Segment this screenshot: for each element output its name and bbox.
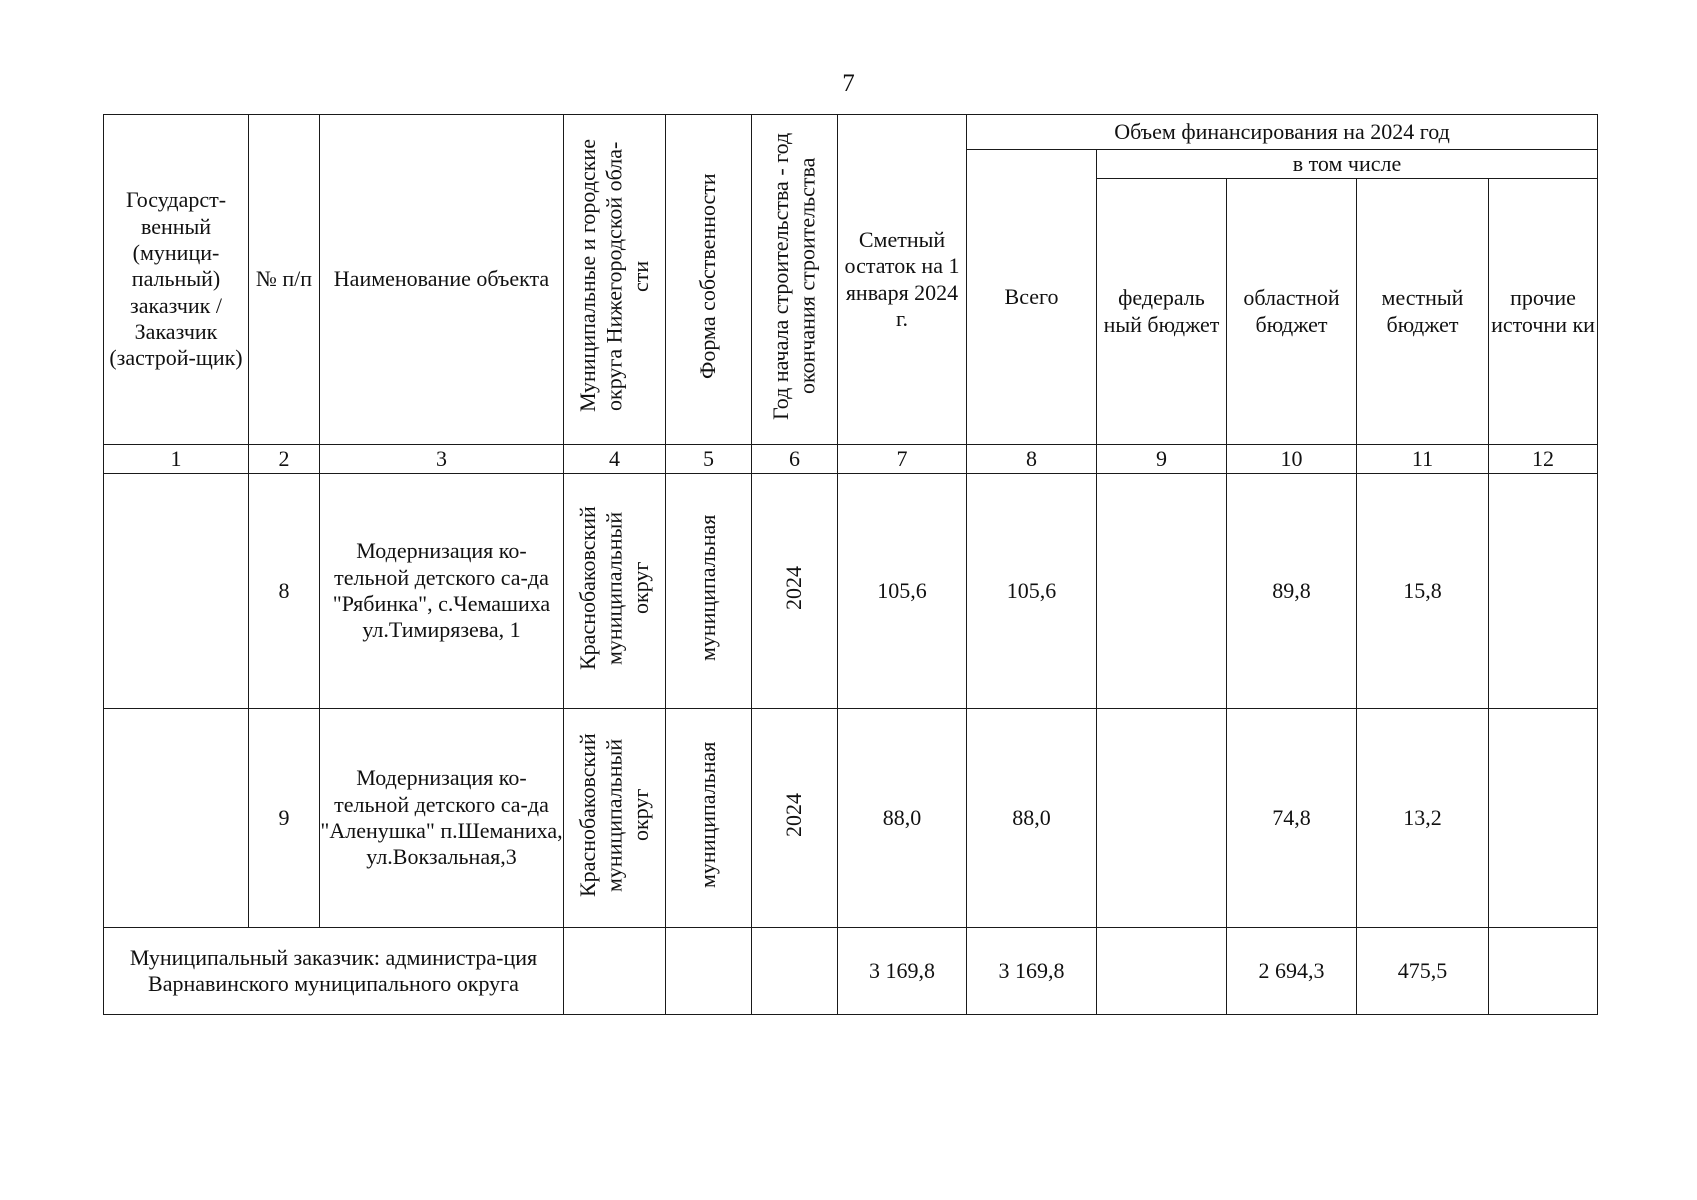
page-number: 7 bbox=[842, 70, 855, 97]
column-number: 6 bbox=[752, 445, 838, 474]
row-num: 8 bbox=[249, 474, 320, 709]
row-remainder: 88,0 bbox=[838, 709, 967, 928]
column-number: 5 bbox=[666, 445, 752, 474]
row-other bbox=[1489, 474, 1598, 709]
row-ownership bbox=[666, 474, 752, 709]
row-regional: 89,8 bbox=[1227, 474, 1357, 709]
row-customer bbox=[104, 474, 249, 709]
financing-table bbox=[103, 114, 1598, 1015]
row-municipality-text: Краснобаковский муниципальный округ bbox=[574, 505, 653, 670]
header-municipality-text: Муниципальные и городские округа Нижегородской обла-сти bbox=[574, 139, 653, 413]
header-row-1 bbox=[104, 115, 1598, 150]
header-other: прочие источни ки bbox=[1489, 179, 1598, 445]
row-years bbox=[752, 709, 838, 928]
row-local: 13,2 bbox=[1357, 709, 1489, 928]
header-ownership-text: Форма собственности bbox=[695, 173, 721, 380]
header-remainder: Сметный остаток на 1 января 2024 г. bbox=[838, 115, 967, 445]
summary-other bbox=[1489, 928, 1598, 1015]
summary-years bbox=[752, 928, 838, 1015]
header-regional: областной бюджет bbox=[1227, 179, 1357, 445]
row-total: 105,6 bbox=[967, 474, 1097, 709]
header-federal: федераль ный бюджет bbox=[1097, 179, 1227, 445]
row-ownership bbox=[666, 709, 752, 928]
header-funding-group: Объем финансирования на 2024 год bbox=[967, 115, 1598, 150]
summary-total: 3 169,8 bbox=[967, 928, 1097, 1015]
column-numbers-row bbox=[104, 445, 1598, 474]
table-row bbox=[104, 709, 1598, 928]
column-number: 10 bbox=[1227, 445, 1357, 474]
row-num: 9 bbox=[249, 709, 320, 928]
row-municipality-text: Краснобаковский муниципальный округ bbox=[574, 732, 653, 897]
summary-ownership bbox=[666, 928, 752, 1015]
row-years bbox=[752, 474, 838, 709]
header-ownership bbox=[666, 115, 752, 445]
column-number: 9 bbox=[1097, 445, 1227, 474]
row-customer bbox=[104, 709, 249, 928]
summary-federal bbox=[1097, 928, 1227, 1015]
column-number: 11 bbox=[1357, 445, 1489, 474]
header-years bbox=[752, 115, 838, 445]
column-number: 2 bbox=[249, 445, 320, 474]
summary-label: Муниципальный заказчик: администра-ция Варнавинского муниципального округа bbox=[104, 928, 564, 1015]
row-object-name: Модернизация ко-тельной детского са-да "Рябинка", с.Чемашиха ул.Тимирязева, 1 bbox=[320, 474, 564, 709]
row-local: 15,8 bbox=[1357, 474, 1489, 709]
summary-regional: 2 694,3 bbox=[1227, 928, 1357, 1015]
row-years-text: 2024 bbox=[781, 792, 807, 837]
column-number: 1 bbox=[104, 445, 249, 474]
row-ownership-text: муниципальная bbox=[695, 514, 721, 662]
summary-remainder: 3 169,8 bbox=[838, 928, 967, 1015]
row-municipality bbox=[564, 474, 666, 709]
column-number: 12 bbox=[1489, 445, 1598, 474]
row-years-text: 2024 bbox=[781, 565, 807, 610]
column-number: 3 bbox=[320, 445, 564, 474]
header-including: в том числе bbox=[1097, 150, 1598, 179]
row-federal bbox=[1097, 474, 1227, 709]
row-other bbox=[1489, 709, 1598, 928]
column-number: 4 bbox=[564, 445, 666, 474]
column-number: 7 bbox=[838, 445, 967, 474]
row-federal bbox=[1097, 709, 1227, 928]
summary-municipality bbox=[564, 928, 666, 1015]
header-customer: Государст-венный (муници-пальный) заказчик / Заказчик (застрой-щик) bbox=[104, 115, 249, 445]
column-number: 8 bbox=[967, 445, 1097, 474]
header-years-text: Год начала строительства - год окончания строительства bbox=[768, 132, 820, 420]
header-total: Всего bbox=[967, 150, 1097, 445]
row-remainder: 105,6 bbox=[838, 474, 967, 709]
header-local: местный бюджет bbox=[1357, 179, 1489, 445]
row-total: 88,0 bbox=[967, 709, 1097, 928]
row-municipality bbox=[564, 709, 666, 928]
header-num: № п/п bbox=[249, 115, 320, 445]
row-regional: 74,8 bbox=[1227, 709, 1357, 928]
summary-row bbox=[104, 928, 1598, 1015]
row-ownership-text: муниципальная bbox=[695, 741, 721, 889]
summary-local: 475,5 bbox=[1357, 928, 1489, 1015]
header-name: Наименование объекта bbox=[320, 115, 564, 445]
header-municipality bbox=[564, 115, 666, 445]
row-object-name: Модернизация ко-тельной детского са-да "Аленушка" п.Шеманиха, ул.Вокзальная,3 bbox=[320, 709, 564, 928]
table-row bbox=[104, 474, 1598, 709]
